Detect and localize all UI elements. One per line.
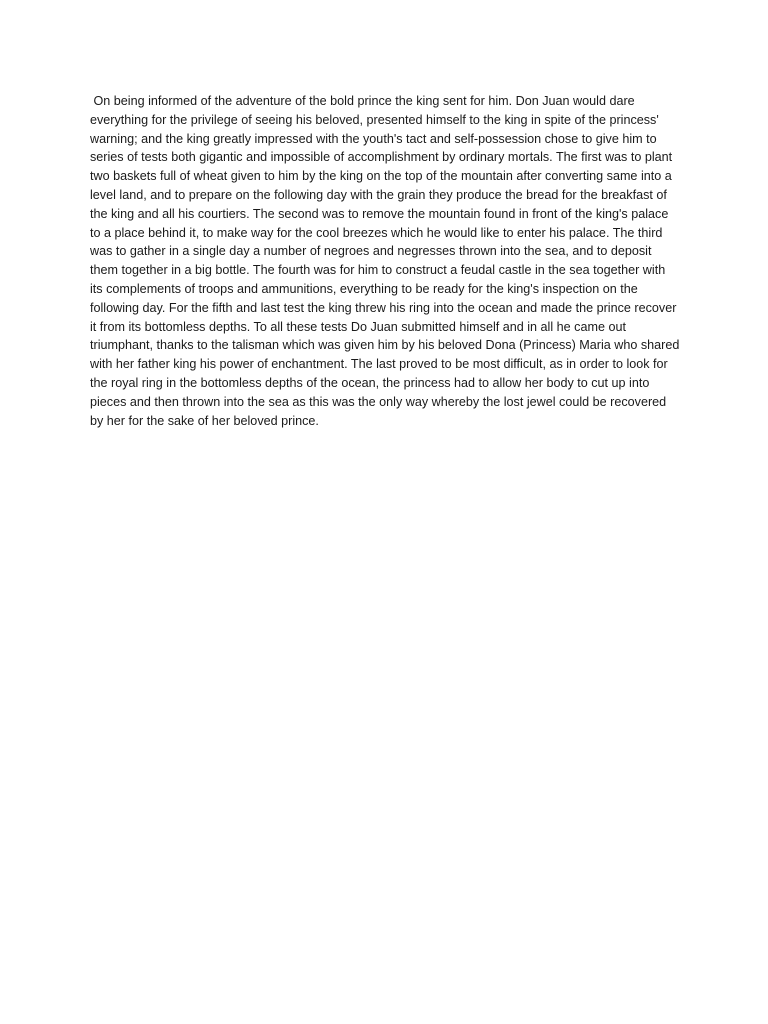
body-paragraph: On being informed of the adventure of the bold prince the king sent for him. Don Juan would dare everything for the privilege of seeing his beloved, presented himself to the king in spite of the princess' warning; and the king greatly impressed with the youth's tact and self-possession chose to give him to series of tests both gigantic and impossible of accomplishment by ordinary mortals. The first was to plant two baskets full of wheat given to him by the king on the top of the mountain after converting same into a level land, and to prepare on the following day with the grain they produce the bread for the breakfast of the king and all his courtiers. The second was to remove the mountain found in front of the king's palace to a place behind it, to make way for the cool breezes which he would like to enter his palace. The third was to gather in a single day a number of negroes and negresses thrown into the sea, and to deposit them together in a big bottle. The fourth was for him to construct a feudal castle in the sea together with its complements of troops and ammunitions, everything to be ready for the king's inspection on the following day. For the fifth and last test the king threw his ring into the ocean and made the prince recover it from its bottomless depths. To all these tests Do Juan submitted himself and in all he came out triumphant, thanks to the talisman which was given him by his beloved Dona (Princess) Maria who shared with her father king his power of enchantment. The last proved to be most difficult, as in order to look for the royal ring in the bottomless depths of the ocean, the princess had to allow her body to cut up into pieces and then thrown into the sea as this was the only way whereby the lost jewel could be recovered by her for the sake of her beloved prince.: [90, 94, 683, 428]
